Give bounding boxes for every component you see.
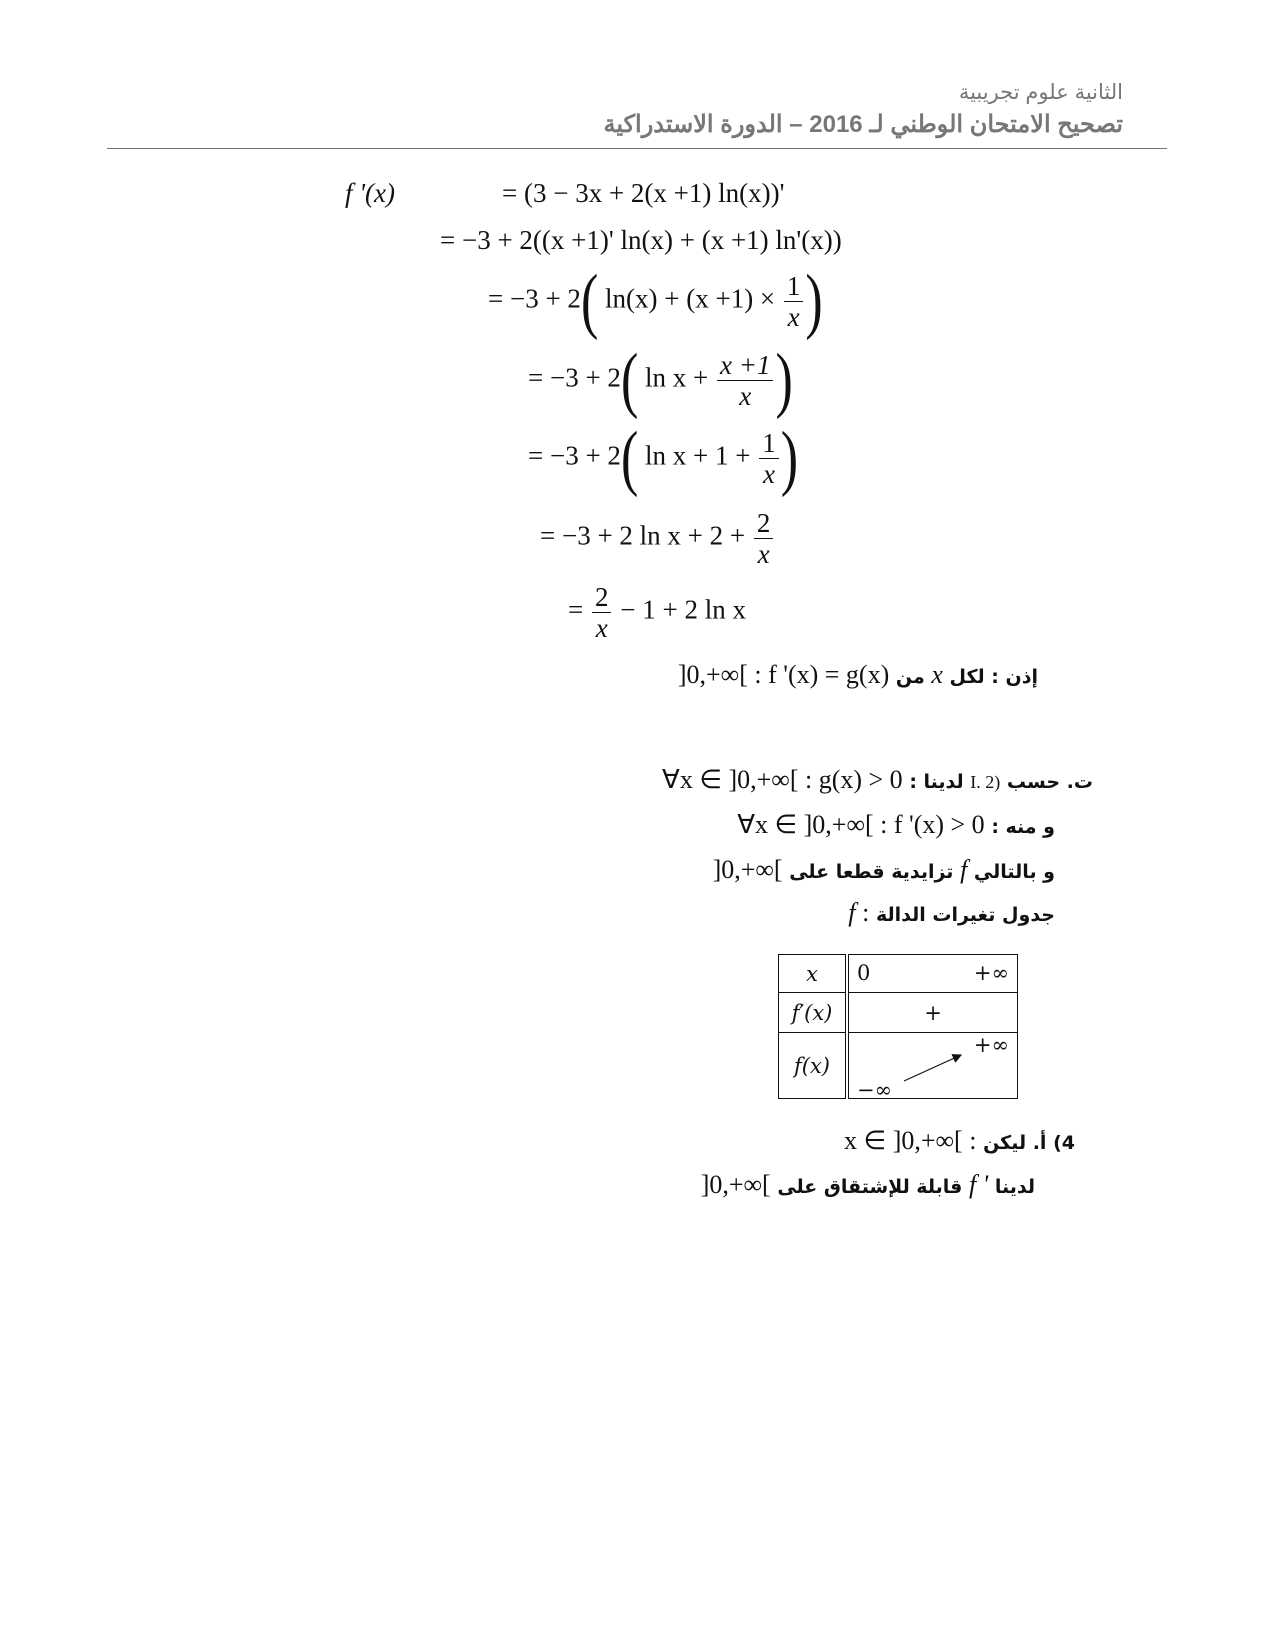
derivation-line-4 (528, 339, 793, 420)
l7-den: x (595, 613, 608, 643)
header-level: الثانية علوم تجريبية (958, 81, 1123, 104)
part-t-line-3 (713, 855, 1055, 885)
l4-close-paren: ) (775, 339, 793, 420)
l5-den: x (762, 459, 775, 489)
part-4-fp: f ' (968, 1170, 989, 1199)
derivation-line-1: = (3 − 3x + 2(x +1) ln(x))' (502, 178, 785, 208)
part-t-increasing: تزايدية قطعا على (789, 861, 954, 883)
part-t-math-2: ∀x ∈ ]0,+∞[ : f '(x) > 0 (737, 810, 985, 839)
part-4-num: 4) (1053, 1132, 1075, 1154)
part-t-ref: I. 2) (970, 772, 1001, 792)
conclusion-text: إذن : لكل (949, 666, 1038, 688)
l6-fraction (754, 508, 774, 569)
l5-open-paren: ( (620, 417, 639, 498)
part-t-lana: لدينا : (909, 771, 964, 793)
l5-prefix: = −3 + 2 (528, 440, 621, 471)
var-f-start: −∞ (857, 1078, 893, 1102)
part-t-f: f (960, 855, 968, 884)
part-t-line-2 (737, 810, 1055, 840)
l7-eq: = (568, 594, 584, 625)
part-t-wa-minhu: و منه : (991, 816, 1055, 838)
l6-body: = −3 + 2 ln x + 2 + (540, 520, 746, 551)
part-4-line-1 (844, 1126, 1075, 1156)
derivation-line-3 (488, 260, 823, 341)
var-row-x-label: x (779, 955, 848, 993)
l7-body: − 1 + 2 ln x (620, 594, 746, 625)
l3-body: ln(x) + (x +1) × (605, 283, 776, 314)
l7-num: 2 (592, 582, 612, 613)
conclusion-line (678, 660, 1038, 690)
l3-fraction (784, 271, 804, 332)
part-t-line-4 (848, 898, 1055, 928)
part-4-label: أ. ليكن (983, 1132, 1047, 1154)
part-4-derivable: قابلة للإشتقاق على (777, 1176, 963, 1198)
variation-table-title: جدول تغيرات الدالة (875, 904, 1055, 926)
derivation-line-5 (528, 417, 799, 498)
l3-prefix: = −3 + 2 (488, 283, 581, 314)
var-f-end: +∞ (973, 1033, 1009, 1057)
l3-num: 1 (784, 271, 804, 302)
variation-table (778, 954, 1018, 1102)
l5-close-paren: ) (780, 417, 799, 498)
part-t-math-1: ∀x ∈ ]0,+∞[ : g(x) > 0 (662, 765, 903, 794)
l7-fraction (592, 582, 612, 643)
l4-body: ln x + (645, 362, 709, 393)
part-t-label: ت. حسب (1006, 771, 1093, 793)
conclusion-from: من (895, 666, 925, 688)
l4-prefix: = −3 + 2 (528, 362, 621, 393)
l3-close-paren: ) (805, 260, 823, 341)
l5-fraction (759, 428, 779, 489)
l4-num: x +1 (717, 350, 773, 381)
var-row-fp-label: f′(x) (779, 993, 848, 1033)
part-t-line-1 (662, 765, 1093, 795)
conclusion-var: x (931, 660, 943, 689)
derivation-lhs: f '(x) (345, 178, 395, 208)
var-x-end: +∞ (973, 961, 1009, 985)
part-t-interval: ]0,+∞[ (712, 855, 783, 884)
derivation-line-6 (540, 508, 775, 569)
derivation-line-7 (568, 582, 746, 643)
derivation-line-2: = −3 + 2((x +1)' ln(x) + (x +1) ln'(x)) (440, 225, 842, 255)
header-rule (107, 148, 1167, 149)
l4-open-paren: ( (620, 339, 639, 420)
l5-num: 1 (759, 428, 779, 459)
var-sign: + (847, 993, 1018, 1033)
part-4-interval: ]0,+∞[ (700, 1170, 771, 1199)
part-4-lana: لدينا (994, 1176, 1035, 1198)
conclusion-math: ]0,+∞[ : f '(x) = g(x) (677, 660, 890, 689)
var-row-f-values (847, 1033, 1018, 1102)
l6-num: 2 (754, 508, 774, 539)
var-row-x-values (847, 955, 1018, 993)
l4-fraction (717, 350, 773, 411)
l6-den: x (757, 539, 770, 569)
var-x-start: 0 (857, 961, 871, 985)
part-4-math: x ∈ ]0,+∞[ : (844, 1126, 977, 1155)
variation-table-title-f: f (848, 898, 856, 927)
part-t-wa-bittali: و بالتالي (973, 861, 1055, 883)
header-exam-title: تصحيح الامتحان الوطني لـ 2016 – الدورة الاستدراكية (603, 111, 1123, 138)
variation-table-title-colon: : (862, 898, 870, 927)
l3-open-paren: ( (580, 260, 599, 341)
part-4-line-2 (701, 1170, 1035, 1200)
var-increasing-arrow (849, 1033, 1017, 1099)
var-row-f-label: f(x) (779, 1033, 848, 1099)
l3-den: x (787, 302, 800, 332)
l4-den: x (739, 381, 752, 411)
l5-body: ln x + 1 + (645, 440, 751, 471)
